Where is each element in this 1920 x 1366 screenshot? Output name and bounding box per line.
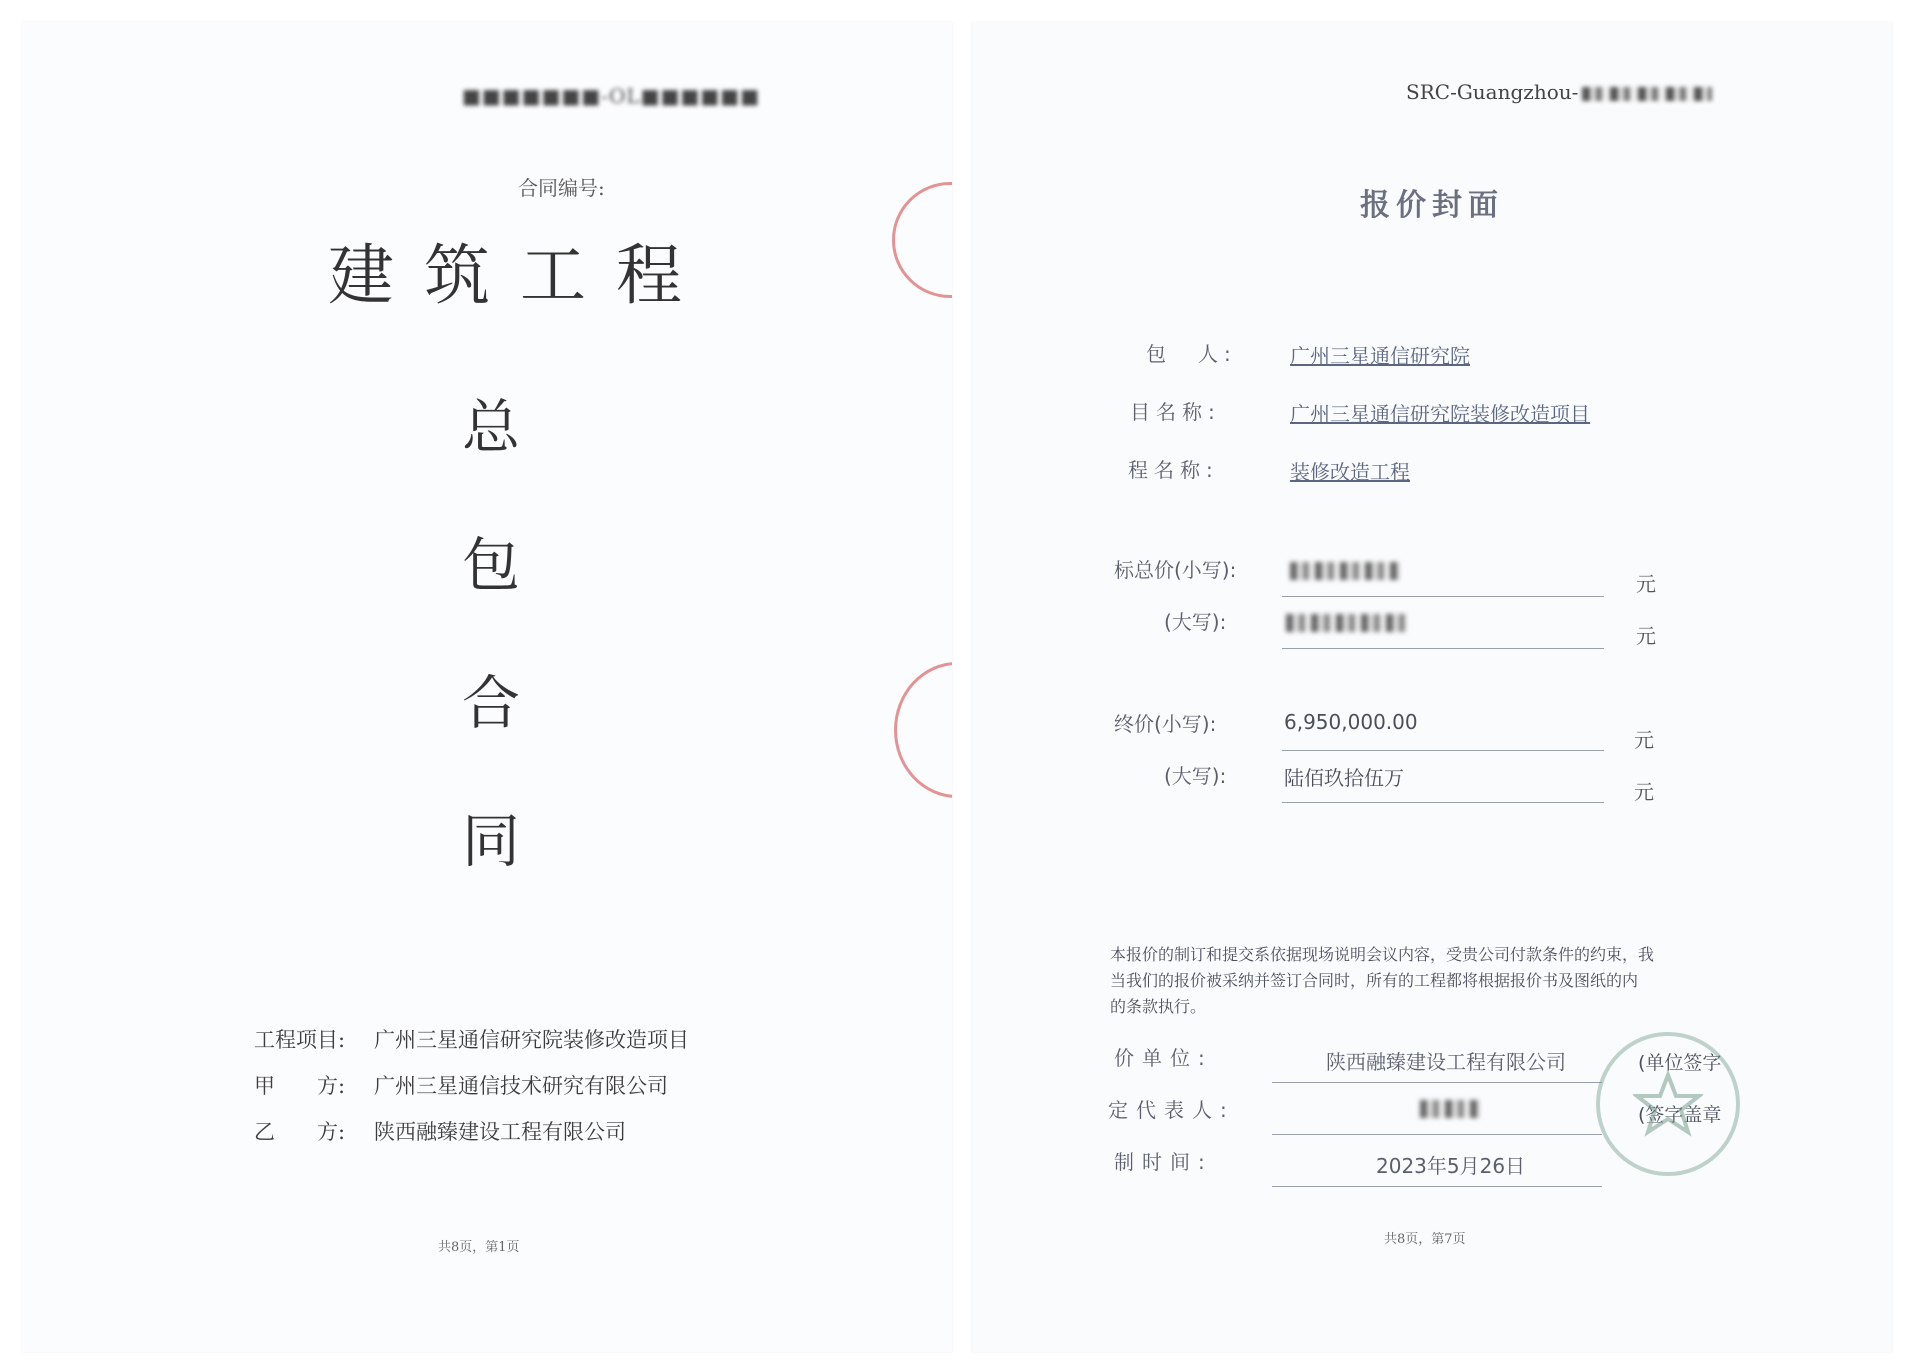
contract-number-label: 合同编号: [518, 176, 605, 200]
party-a-label: 甲 方: [254, 1074, 346, 1098]
underline [1282, 648, 1604, 649]
redaction-mask [1290, 562, 1400, 580]
contract-cover-page [22, 22, 952, 1352]
page-footer: 共8页，第1页 [438, 1240, 520, 1255]
representative-label: 定代表人: [1108, 1098, 1235, 1122]
contractee-label: 包 人: [1146, 342, 1237, 366]
note-line-1: 本报价的制订和提交系依据现场说明会议内容，受贵公司付款条件的约束，我 [1110, 945, 1655, 964]
party-b-line [254, 1116, 626, 1146]
title-char-4: 同 [462, 807, 521, 875]
underline [1282, 802, 1604, 803]
reference-code [1406, 80, 1712, 104]
work-name-value: 装修改造工程 [1290, 460, 1410, 484]
redaction-mask [1582, 87, 1712, 101]
bid-total-big-label: (大写): [1164, 610, 1227, 634]
title-char-3: 合 [462, 669, 521, 737]
redaction-mask [1420, 1100, 1480, 1118]
unit-label: 元 [1634, 780, 1654, 804]
note-line-2: 当我们的报价被采纳并签订合同时，所有的工程都将根据报价书及图纸的内 [1110, 971, 1639, 990]
date-value: 2023年5月26日 [1376, 1154, 1526, 1178]
bidder-value: 陕西融臻建设工程有限公司 [1326, 1050, 1566, 1074]
reference-code: ■■■■■■■-OL■■■■■■ [462, 84, 761, 108]
title-char-2: 包 [462, 531, 521, 599]
redaction-mask [1286, 614, 1406, 632]
final-price-small-value: 6,950,000.00 [1284, 710, 1418, 734]
bidder-label: 价单位: [1114, 1046, 1213, 1070]
quotation-note [1110, 942, 1730, 1020]
final-price-big-label: (大写): [1164, 764, 1227, 788]
project-name-label: 目名称: [1130, 400, 1221, 424]
project-label: 工程项目: [254, 1028, 346, 1052]
underline [1282, 596, 1604, 597]
underline [1272, 1134, 1602, 1135]
quotation-title: 报价封面 [1360, 188, 1504, 223]
party-b-value: 陕西融臻建设工程有限公司 [374, 1120, 626, 1144]
project-line [254, 1024, 689, 1054]
underline [1282, 750, 1604, 751]
quotation-cover-page [972, 22, 1892, 1352]
underline [1272, 1082, 1602, 1083]
project-name-value: 广州三星通信研究院装修改造项目 [1290, 402, 1590, 426]
representative-sign-note: (签字盖章 [1638, 1104, 1722, 1126]
unit-label: 元 [1634, 728, 1654, 752]
reference-code-text: SRC-Guangzhou- [1406, 80, 1579, 104]
seal-star-icon [1633, 1069, 1703, 1139]
partial-seal-icon [894, 662, 952, 798]
final-price-big-value: 陆佰玖拾伍万 [1284, 766, 1404, 790]
contract-title: 建筑工程 [328, 237, 712, 314]
project-value: 广州三星通信研究院装修改造项目 [374, 1028, 689, 1052]
note-line-3: 的条款执行。 [1110, 997, 1207, 1016]
date-label: 制时间: [1114, 1150, 1213, 1174]
unit-label: 元 [1636, 624, 1656, 648]
underline [1272, 1186, 1602, 1187]
contractee-value: 广州三星通信研究院 [1290, 344, 1470, 368]
final-price-small-label: 终价(小写): [1114, 712, 1217, 736]
title-char-1: 总 [462, 393, 521, 461]
company-seal-icon [1596, 1032, 1740, 1176]
bidder-sign-note: (单位签字 [1638, 1052, 1722, 1074]
party-a-value: 广州三星通信技术研究有限公司 [374, 1074, 668, 1098]
page-footer: 共8页，第7页 [1384, 1232, 1466, 1247]
party-a-line [254, 1070, 668, 1100]
unit-label: 元 [1636, 572, 1656, 596]
partial-seal-icon [892, 182, 952, 298]
work-name-label: 程名称: [1128, 458, 1219, 482]
bid-total-small-label: 标总价(小写): [1114, 558, 1237, 582]
party-b-label: 乙 方: [254, 1120, 346, 1144]
